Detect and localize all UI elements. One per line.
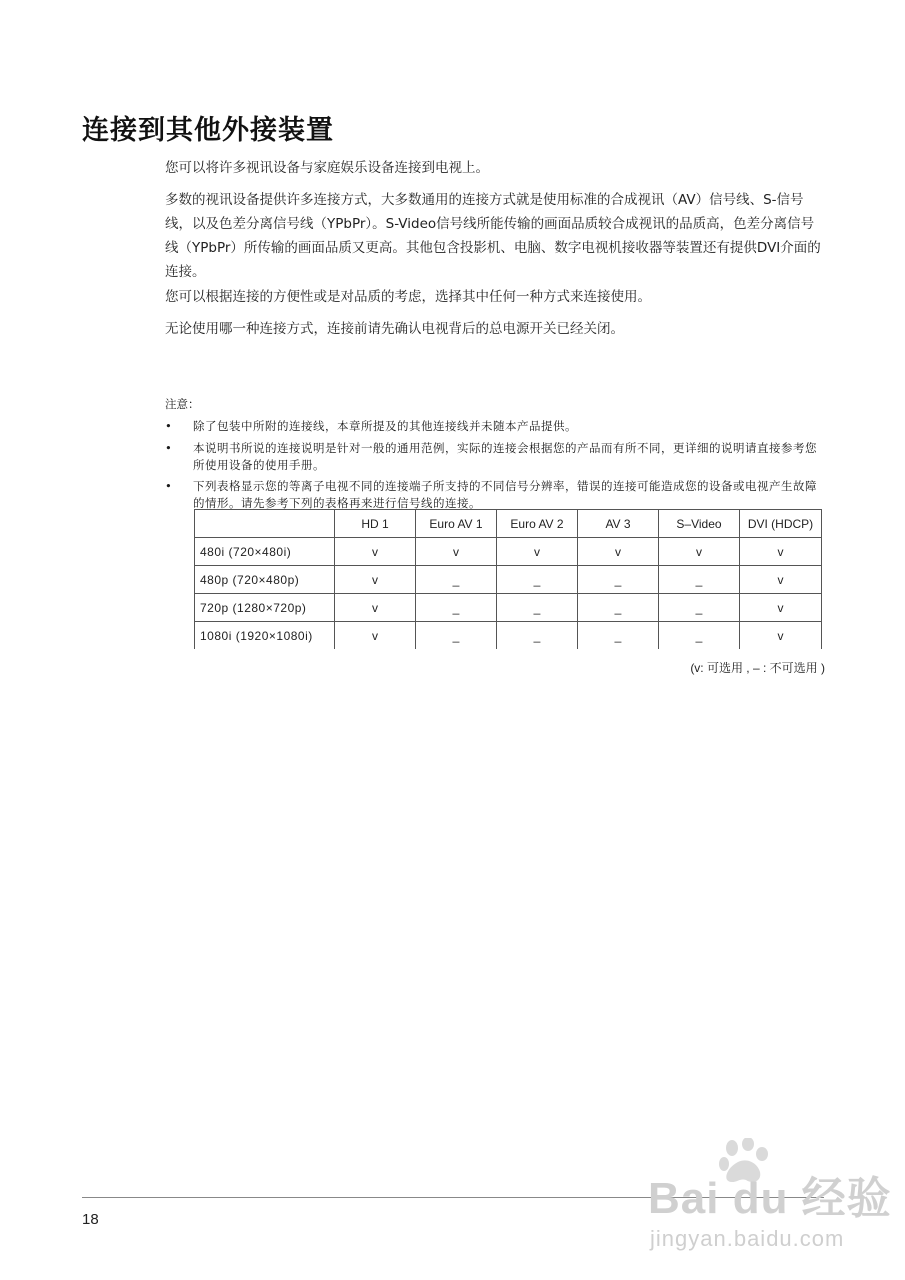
page-number: 18	[82, 1211, 99, 1228]
connection-types-paragraph: 多数的视讯设备提供许多连接方式，大多数通用的连接方式就是使用标准的合成视讯（AV）信号线、S-信号线，以及色差分离信号线（YPbPr）。S-Video信号线所能传输的画面品质较合成视讯的品质高，色差分离信号线（YPbPr）所传输的画面品质又更高。其他包含投影机、电脑、数字电视机接收器等装置还有提供DVI介面的连接。	[165, 192, 821, 280]
note-text: 下列表格显示您的等离子电视不同的连接端子所支持的不同信号分辨率，错误的连接可能造成您的设备或电视产生故障的情形。请先参考下列的表格再来进行信号线的连接。	[193, 479, 817, 510]
resolution-label: 480p (720×480p)	[195, 566, 335, 594]
table-row	[195, 538, 822, 566]
table-legend: (v: 可选用 , – : 不可选用 )	[690, 661, 825, 675]
table-cell: v	[335, 538, 416, 566]
table-header-cell	[195, 510, 335, 538]
table-cell: v	[335, 566, 416, 594]
table-cell: v	[740, 622, 822, 650]
watermark-url: jingyan.baidu.com	[650, 1226, 845, 1251]
table-header-cell: HD 1	[335, 510, 416, 538]
table-cell: _	[659, 622, 740, 650]
baidu-watermark	[632, 1138, 892, 1278]
table-cell: _	[578, 566, 659, 594]
table-cell: v	[578, 538, 659, 566]
table-header-cell: S–Video	[659, 510, 740, 538]
bullet-icon: •	[165, 441, 172, 455]
resolution-label: 1080i (1920×1080i)	[195, 622, 335, 650]
table-row	[195, 594, 822, 622]
table-cell: _	[497, 566, 578, 594]
table-cell: v	[335, 594, 416, 622]
note-label: 注意：	[165, 397, 200, 411]
table-header-cell: Euro AV 2	[497, 510, 578, 538]
table-cell: v	[740, 538, 822, 566]
table-row	[195, 566, 822, 594]
table-cell: v	[416, 538, 497, 566]
power-off-paragraph: 无论使用哪一种连接方式，连接前请先确认电视背后的总电源开关已经关闭。	[165, 321, 624, 337]
resolution-label: 720p (1280×720p)	[195, 594, 335, 622]
table-row	[195, 622, 822, 650]
table-cell: _	[416, 622, 497, 650]
table-cell: v	[659, 538, 740, 566]
intro-paragraph: 您可以将许多视讯设备与家庭娱乐设备连接到电视上。	[165, 160, 489, 176]
choice-paragraph: 您可以根据连接的方便性或是对品质的考虑，选择其中任何一种方式来连接使用。	[165, 289, 651, 305]
table-cell: _	[497, 622, 578, 650]
table-cell: v	[740, 594, 822, 622]
table-cell: _	[497, 594, 578, 622]
note-text: 除了包装中所附的连接线，本章所提及的其他连接线并未随本产品提供。	[193, 419, 577, 433]
table-cell: _	[659, 566, 740, 594]
table-cell: _	[416, 594, 497, 622]
bullet-icon: •	[165, 479, 172, 493]
note-text: 本说明书所说的连接说明是针对一般的通用范例，实际的连接会根据您的产品而有所不同，更详细的说明请直接参考您所使用设备的使用手册。	[193, 441, 817, 472]
table-header-cell: DVI (HDCP)	[740, 510, 822, 538]
resolution-label: 480i (720×480i)	[195, 538, 335, 566]
table-cell: v	[740, 566, 822, 594]
bullet-icon: •	[165, 419, 172, 433]
table-cell: v	[335, 622, 416, 650]
table-cell: _	[416, 566, 497, 594]
table-cell: _	[659, 594, 740, 622]
page-title: 连接到其他外接装置	[82, 115, 334, 146]
table-header-row	[195, 510, 822, 538]
table-header-cell: Euro AV 1	[416, 510, 497, 538]
signal-compatibility-table	[194, 509, 822, 649]
watermark-brand: Bai du 经验	[648, 1174, 892, 1223]
table-cell: _	[578, 622, 659, 650]
table-header-cell: AV 3	[578, 510, 659, 538]
table-cell: _	[578, 594, 659, 622]
table-cell: v	[497, 538, 578, 566]
